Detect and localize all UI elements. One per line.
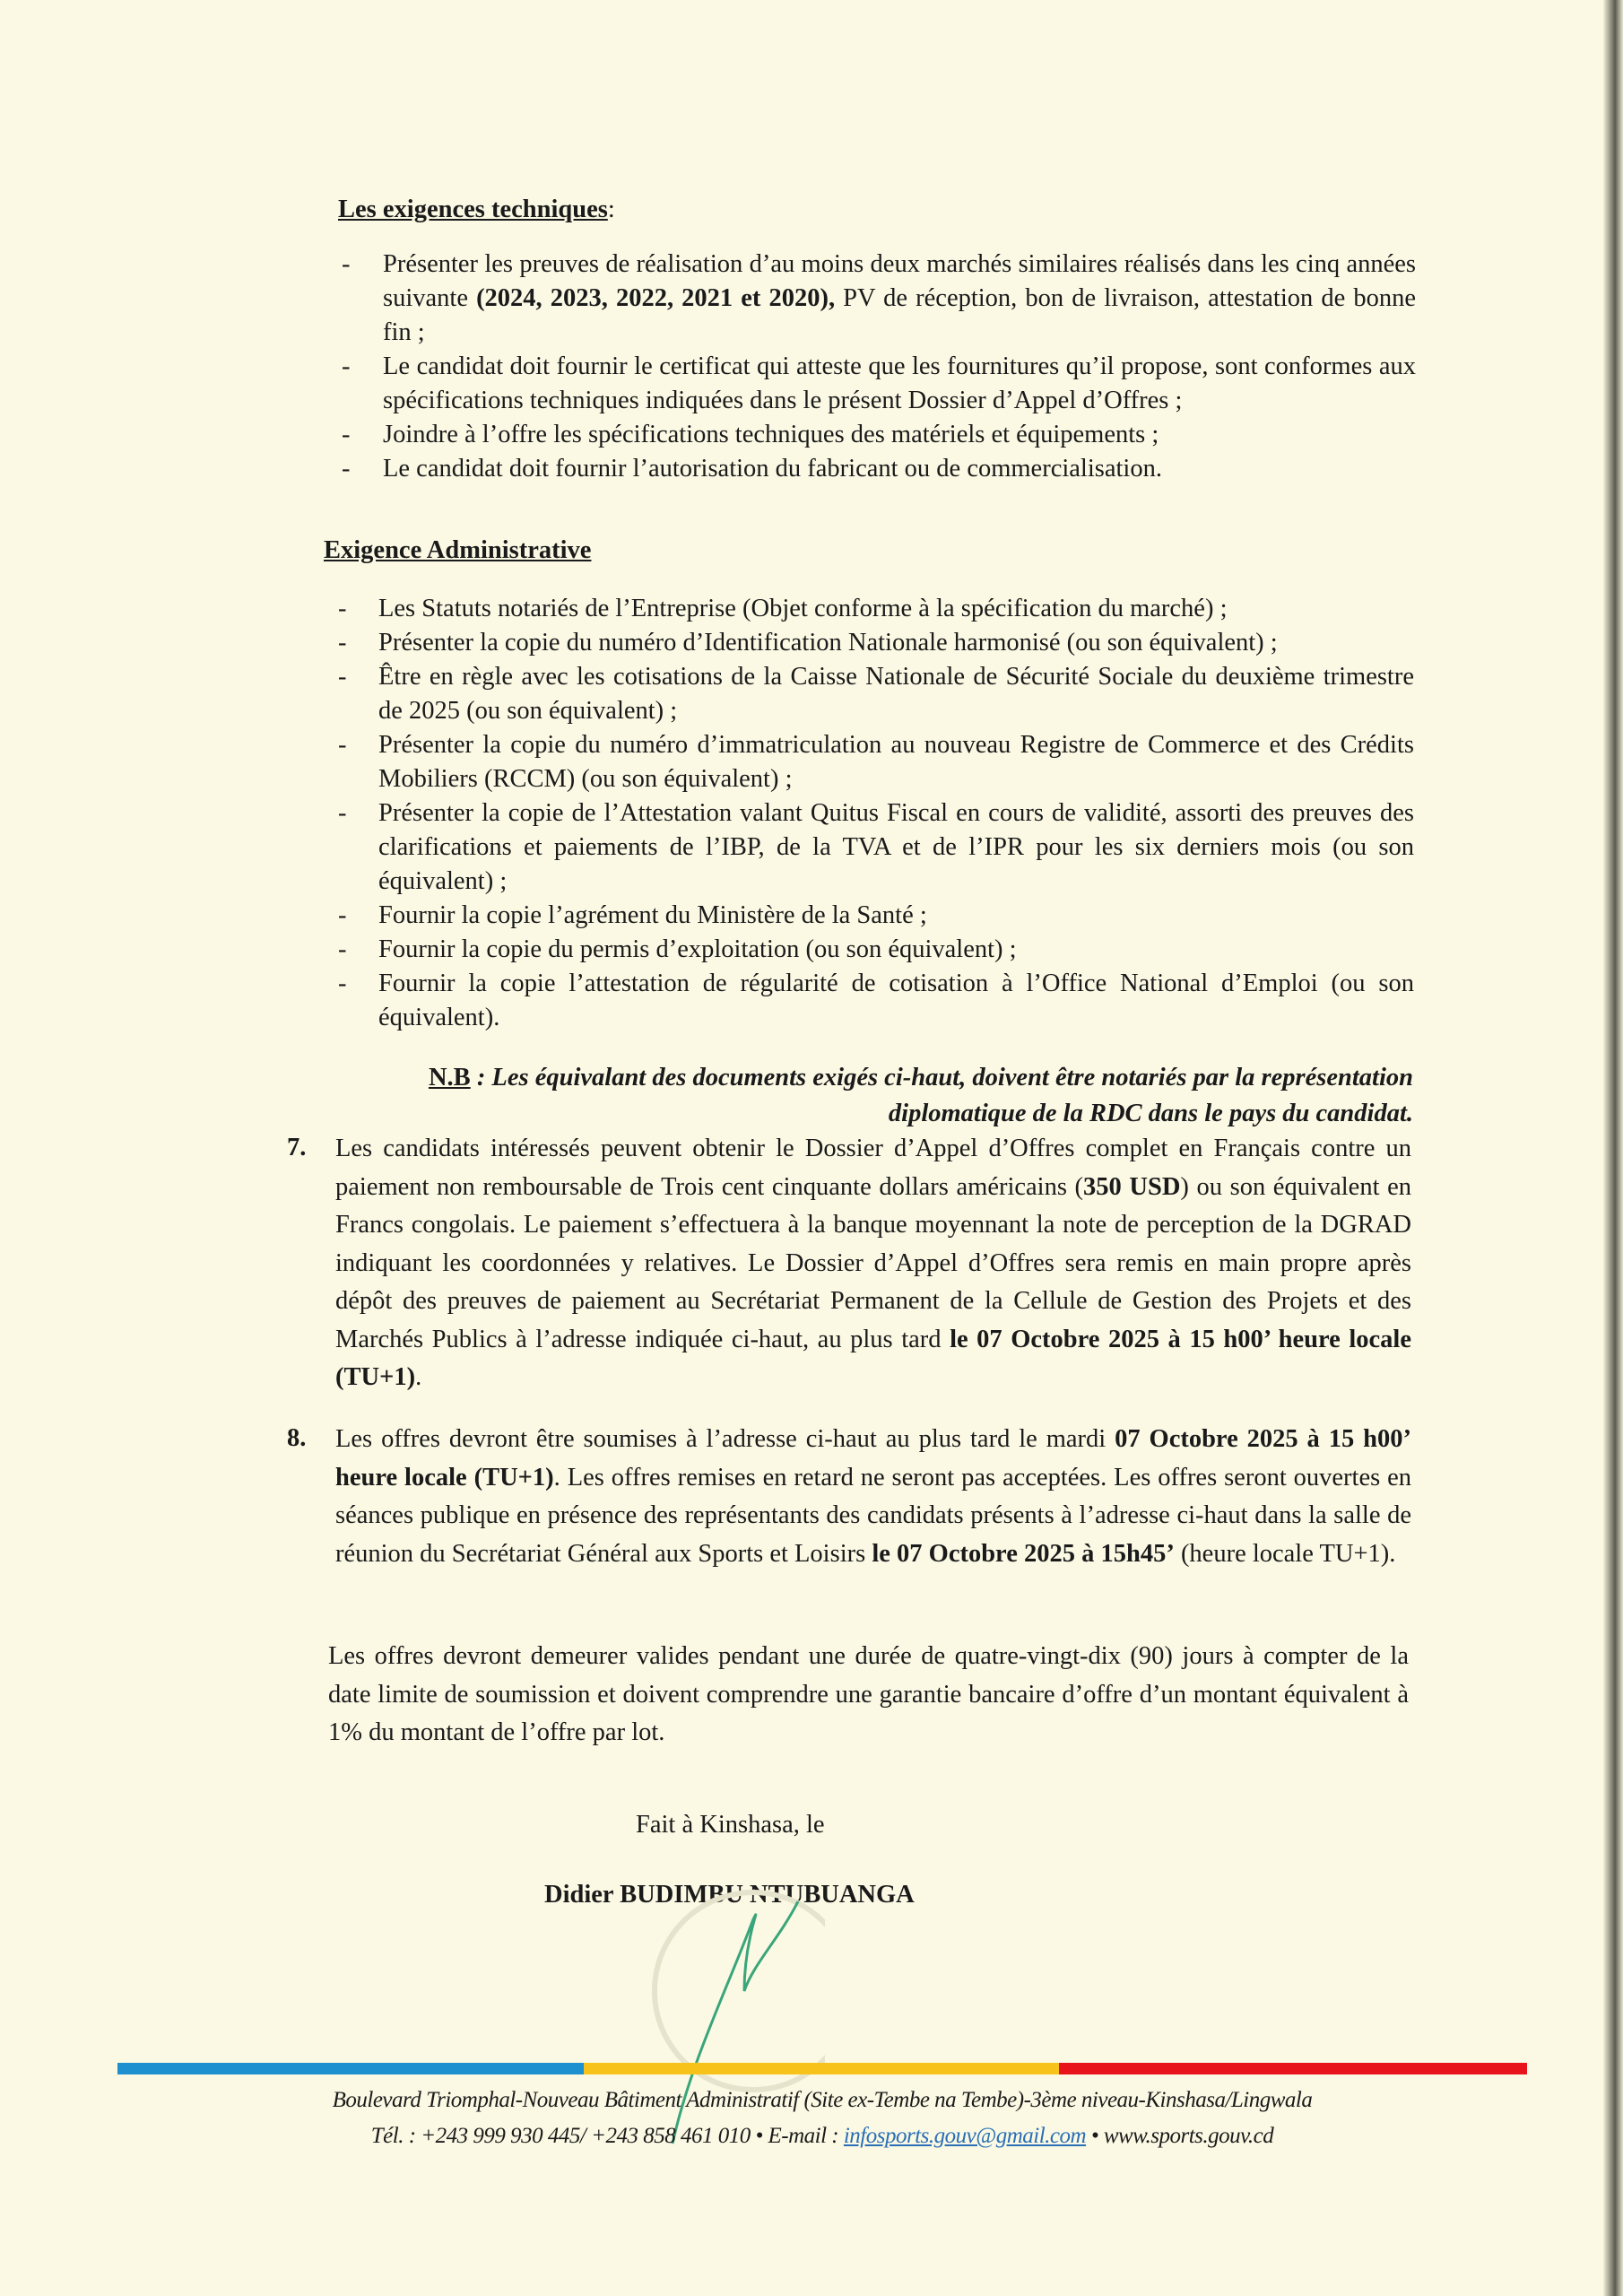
validity-paragraph: Les offres devront demeurer valides pendant une durée de quatre-vingt-dix (90) jours à compter de la date limite de soumission et doivent comprendre une garantie bancaire d’offre d’un montant équivalent à 1% du montant de l’offre par lot. [328,1642,1409,1746]
section-number: 8. [287,1424,307,1452]
section-7-paragraph: Les candidats intéressés peuvent obtenir le Dossier d’Appel d’Offres complet en Français contre un paiement non remboursable de Trois cent cinquante dollars américains (350 USD) ou son équivalent en Francs congolais. Le paiement s’effectuera à la banque moyennant la note de perception de la DGRAD indiquant les coordonnées y relatives. Le Dossier d’Appel d’Offres sera remis en main propre après dépôt des preuves de paiement au Secrétariat Permanent de la Cellule de Gestion des Projets et des Marchés Publics à l’adresse indiquée ci-haut, au plus tard le 07 Octobre 2025 à 15 h00’ heure locale (TU+1). [335,1135,1412,1391]
list-item: - Fournir la copie l’attestation de régularité de cotisation à l’Office National d’Emploi (ou son équivalent). [338,967,1414,1035]
section-number: 7. [287,1134,307,1161]
footer-contact: Tél. : +243 999 930 445/ +243 858 461 010 • E-mail : infosports.gouv@gmail.com • www.sports.gouv.cd [370,2124,1274,2148]
flag-stripe-yellow [584,2063,1059,2074]
list-item: - Joindre à l’offre les spécifications techniques des matériels et équipements ; [342,418,1416,452]
list-item: - Fournir la copie du permis d’exploitation (ou son équivalent) ; [338,933,1414,967]
list-item: - Fournir la copie l’agrément du Ministère de la Santé ; [338,899,1414,933]
technical-list [342,248,1416,486]
footer-address: Boulevard Triomphal-Nouveau Bâtiment Administratif (Site ex-Tembe na Tembe)-3ème niveau-Kinshasa/Lingwala [332,2088,1313,2112]
list-item: - Le candidat doit fournir l’autorisation du fabricant ou de commercialisation. [342,452,1416,486]
section-8-paragraph: Les offres devront être soumises à l’adresse ci-haut au plus tard le mardi 07 Octobre 2025 à 15 h00’ heure locale (TU+1). Les offres remises en retard ne seront pas acceptées. Les offres seront ouvertes en séances publique en présence des représentants des candidats présents à l’adresse ci-haut dans la salle de réunion du Secrétariat Général aux Sports et Loisirs le 07 Octobre 2025 à 15h45’ (heure locale TU+1). [335,1425,1411,1568]
list-item: - Présenter la copie de l’Attestation valant Quitus Fiscal en cours de validité, assorti des preuves des clarifications et paiements de l’IBP, de la TVA et de l’IPR pour les six derniers mois (ou son équivalent) ; [338,796,1414,899]
administrative-heading: Exigence Administrative [324,536,592,564]
list-item: - Le candidat doit fournir le certificat qui atteste que les fournitures qu’il propose, sont conformes aux spécifications techniques indiquées dans le présent Dossier d’Appel d’Offres ; [342,350,1416,418]
signatory-name: Didier BUDIMBU NTUBUANGA [544,1881,915,1909]
signature-place: Fait à Kinshasa, le [636,1811,825,1839]
flag-stripe-blue [117,2063,584,2074]
list-item: - Être en règle avec les cotisations de la Caisse Nationale de Sécurité Sociale du deuxième trimestre de 2025 (ou son équivalent) ; [338,660,1414,728]
page-edge [1603,0,1623,2296]
technical-heading: Les exigences techniques: [338,196,615,223]
list-item: - Présenter la copie du numéro d’Identification Nationale harmonisé (ou son équivalent) ; [338,626,1414,660]
email-link[interactable]: infosports.gouv@gmail.com [843,2124,1087,2148]
flag-stripe-red [1059,2063,1527,2074]
nb-note: N.B : Les équivalant des documents exigés ci-haut, doivent être notariés par la représentation diplomatique de la RDC dans le pays du candidat. [428,1064,1413,1127]
list-item: - Présenter la copie du numéro d’immatriculation au nouveau Registre de Commerce et des Crédits Mobiliers (RCCM) (ou son équivalent) ; [338,728,1414,796]
website-link[interactable]: • www.sports.gouv.cd [1086,2124,1274,2148]
administrative-list [338,592,1414,1035]
list-item: - Les Statuts notariés de l’Entreprise (Objet conforme à la spécification du marché) ; [338,592,1414,626]
list-item: - Présenter les preuves de réalisation d’au moins deux marchés similaires réalisés dans les cinq années suivante (2024, 2023, 2022, 2021 et 2020), PV de réception, bon de livraison, attestation de bonne fin ; [342,248,1416,350]
